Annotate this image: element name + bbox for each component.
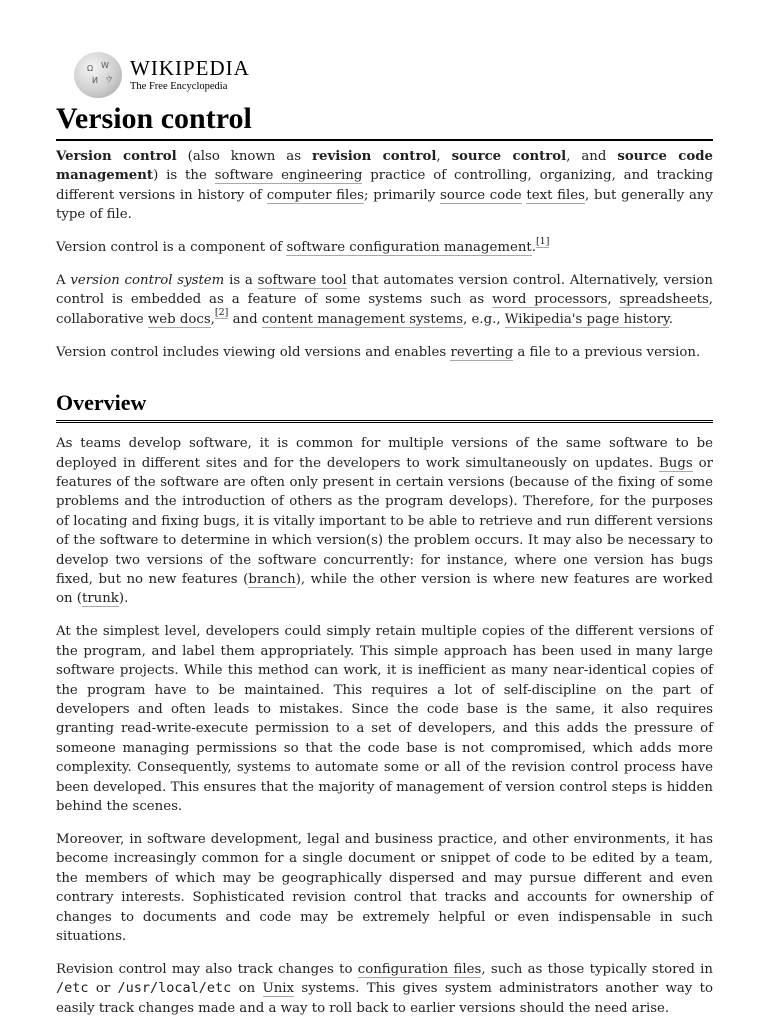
text: , and: [566, 149, 618, 164]
code-usr-local-etc: /usr/local/etc: [117, 980, 232, 997]
page-title: Version control: [56, 102, 713, 141]
text: Version control is a component of: [56, 240, 287, 256]
link-software-configuration-management[interactable]: software configuration management: [286, 240, 532, 256]
code-etc: /etc: [56, 980, 89, 997]
text: or features of the software are often only present in certain versions (because of the fixing of some problems and the introduction of others as the program develops). Therefore, for the purposes of locating and fixing bugs, it is vitally important to be able to retrieve and run different versions of the software to determine in which version(s) the problem occurs. It may also be necessary to develop two versions of the software concurrently: for instance, where one version has bugs fixed, but no new features (: [56, 455, 713, 587]
wordmark-tagline: The Free Encyclopedia: [130, 80, 228, 92]
link-wikipedia-page-history[interactable]: Wikipedia's page history: [504, 311, 669, 327]
link-reverting[interactable]: reverting: [450, 344, 514, 360]
link-unix[interactable]: Unix: [262, 981, 295, 997]
text: or: [88, 981, 118, 997]
wikipedia-wordmark: [130, 55, 250, 93]
text: on: [231, 981, 263, 997]
text: is a: [224, 273, 258, 289]
link-computer-files[interactable]: computer files: [266, 187, 364, 203]
italic-term: version control system: [70, 273, 225, 289]
text: ).: [118, 591, 129, 607]
text: ,: [210, 311, 215, 327]
reference-2: [215, 307, 228, 318]
overview-paragraph-1: [56, 434, 713, 609]
link-spreadsheets[interactable]: spreadsheets: [619, 292, 709, 308]
wordmark-title: WIKIPEDIA: [130, 55, 250, 80]
reference-link-2[interactable]: [2]: [214, 307, 229, 319]
link-source-code[interactable]: source code: [440, 187, 522, 203]
text: ; primarily: [364, 187, 440, 203]
link-word-processors[interactable]: word processors: [492, 292, 608, 308]
text: As teams develop software, it is common for multiple versions of the same software to be deployed in different sites and for the developers to work simultaneously on updates.: [56, 436, 713, 471]
text: (also known as: [176, 149, 312, 164]
intro-paragraph-4: [56, 343, 713, 362]
text: Version control includes viewing old versions and enables: [56, 344, 451, 360]
link-web-docs[interactable]: web docs: [147, 311, 211, 327]
link-software-tool[interactable]: software tool: [257, 273, 347, 289]
wikipedia-logo[interactable]: [74, 50, 713, 100]
reference-1: [536, 236, 549, 247]
link-text-files[interactable]: text files: [526, 187, 585, 203]
link-software-engineering[interactable]: software engineering: [214, 168, 363, 184]
article-page: [56, 50, 713, 1018]
link-branch[interactable]: branch: [248, 572, 296, 587]
text: a file to a previous version.: [513, 344, 701, 360]
text: ,: [607, 292, 620, 308]
text: ), while the other version is where new features are worked on (: [56, 572, 713, 607]
bold-term: source code management: [56, 149, 713, 184]
section-heading-overview: Overview: [56, 390, 713, 423]
link-content-management-systems[interactable]: content management systems: [261, 311, 464, 327]
text: that automates version control. Alternatively, version control is embedded as a feature of some systems such as: [56, 273, 713, 308]
text: , but generally any type of file.: [56, 187, 713, 223]
text: ,: [436, 149, 452, 164]
text: , collaborative: [56, 292, 713, 327]
text: A: [56, 273, 71, 289]
overview-paragraph-4: [56, 960, 713, 1018]
text: practice of controlling, organizing, and tracking different versions in history of: [56, 168, 713, 203]
text: .: [531, 240, 536, 256]
text: systems. This gives system administrators another way to easily track changes made and a way to roll back to earlier versions should the need arise.: [56, 981, 713, 1016]
overview-paragraph-3: Moreover, in software development, legal and business practice, and other environments, it has become increasingly common for a single document or snippet of code to be edited by a team, the members of which may be geographically dispersed and may pursue different and even contrary interests. Sophisticated revision control that tracks and accounts for ownership of changes to documents and code may be extremely helpful or even indispensable in such situations.: [56, 831, 713, 944]
text: ) is the: [153, 168, 215, 184]
link-trunk[interactable]: trunk: [81, 591, 119, 607]
text: and: [228, 311, 262, 327]
wikipedia-globe-icon: Ω W И ウ: [74, 52, 122, 98]
text: , e.g.,: [463, 311, 505, 327]
intro-paragraph-2: [56, 235, 713, 257]
link-bugs[interactable]: Bugs: [659, 455, 693, 471]
overview-paragraph-2: At the simplest level, developers could simply retain multiple copies of the different versions of the program, and label them appropriately. This simple approach has been used in many large software projects. While this method can work, it is inefficient as many near-identical copies of the program have to be maintained. This requires a lot of self-discipline on the part of developers and often leads to mistakes. Since the code base is the same, it also requires granting read-write-execute permission to a set of developers, and this adds the pressure of someone managing permissions so that the code base is not compromised, which adds more complexity. Consequently, systems to automate some or all of the revision control process have been developed. This ensures that the majority of management of version control steps is hidden behind the scenes.: [56, 624, 713, 814]
text: , such as those typically stored in: [481, 961, 713, 977]
bold-term: Version control: [56, 149, 177, 164]
reference-link-1[interactable]: [1]: [535, 235, 550, 247]
text: Revision control may also track changes to: [56, 961, 358, 977]
link-configuration-files[interactable]: configuration files: [357, 961, 482, 977]
intro-paragraph-1: [56, 147, 713, 225]
text: .: [668, 311, 673, 327]
bold-term: revision control: [312, 149, 437, 164]
intro-paragraph-3: [56, 271, 713, 329]
bold-term: source control: [451, 149, 567, 164]
